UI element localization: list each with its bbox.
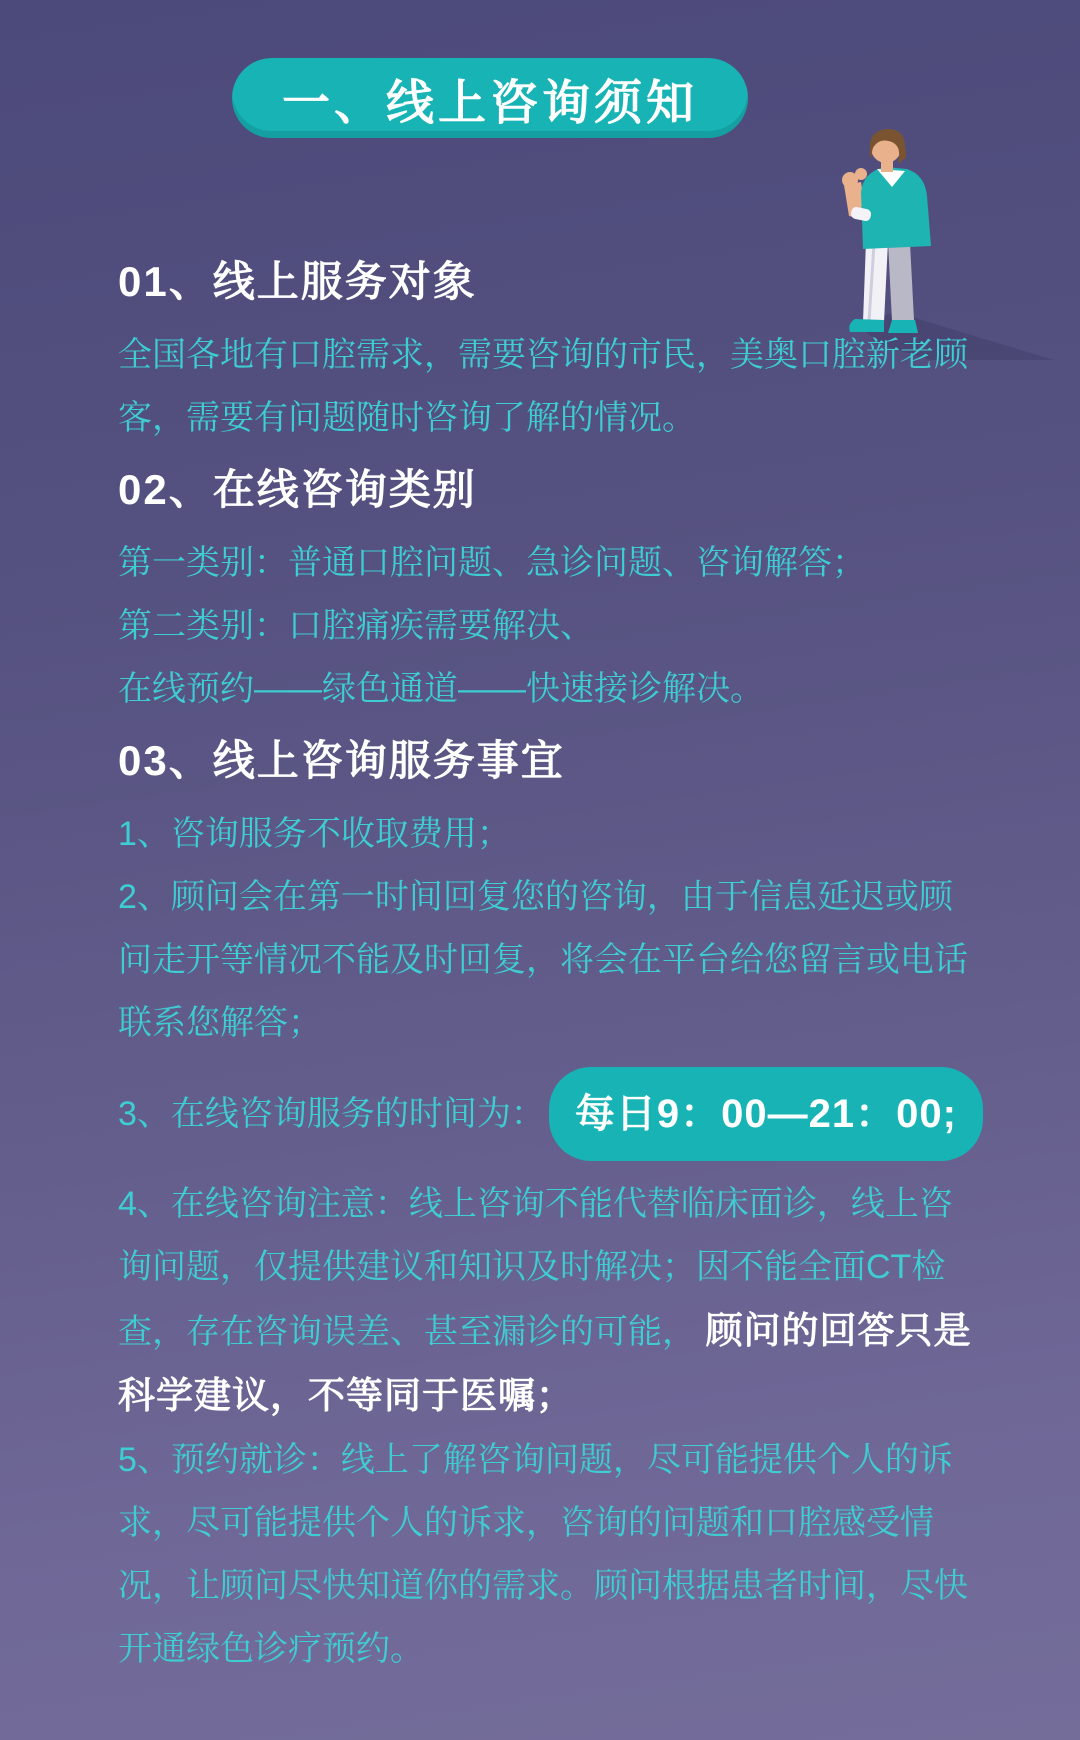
- service-item-3-prefix: 3、在线咨询服务的时间为：: [118, 1095, 545, 1133]
- content-area: [118, 256, 978, 1681]
- title-banner: [232, 58, 748, 138]
- service-item-4: [118, 1173, 978, 1429]
- service-item-4-emphasis: 顾问的回答只是科学建议，不等同于医嘱；: [118, 1310, 972, 1416]
- service-item-3: [118, 1067, 978, 1161]
- section-heading-01: 01、线上服务对象: [118, 258, 477, 305]
- category-line-1: 第一类别：普通口腔问题、急诊问题、咨询解答；: [118, 544, 866, 582]
- category-line-3: 在线预约——绿色通道——快速接诊解决。: [118, 670, 764, 708]
- section-heading-02: 02、在线咨询类别: [118, 466, 477, 513]
- service-item-5: 5、预约就诊：线上了解咨询问题，尽可能提供个人的诉求，尽可能提供个人的诉求，咨询的问题和口腔感受情况，让顾问尽快知道你的需求。顾问根据患者时间，尽快开通绿色诊疗预约。: [118, 1441, 968, 1668]
- section-heading-03: 03、线上咨询服务事宜: [118, 737, 565, 784]
- page-title: 一、线上咨询须知: [281, 76, 698, 130]
- category-line-2: 第二类别：口腔痛疾需要解决、: [118, 607, 594, 645]
- service-item-2: 2、顾问会在第一时间回复您的咨询，由于信息延迟或顾问走开等情况不能及时回复，将会在平台给您留言或电话联系您解答；: [118, 878, 968, 1042]
- section-01-body: 全国各地有口腔需求，需要咨询的市民，美奥口腔新老顾客，需要有问题随时咨询了解的情况。: [118, 336, 968, 437]
- service-item-1: 1、咨询服务不收取费用；: [118, 815, 511, 853]
- service-item-4-lead: 4、在线咨询注意：线上咨询不能代替临床面诊，线上咨询问题，仅提供建议和知识及时解决；因不能全面CT检查，存在咨询误差、甚至漏诊的可能，: [118, 1185, 953, 1351]
- service-hours-badge: 每日9：00—21：00;: [549, 1067, 983, 1161]
